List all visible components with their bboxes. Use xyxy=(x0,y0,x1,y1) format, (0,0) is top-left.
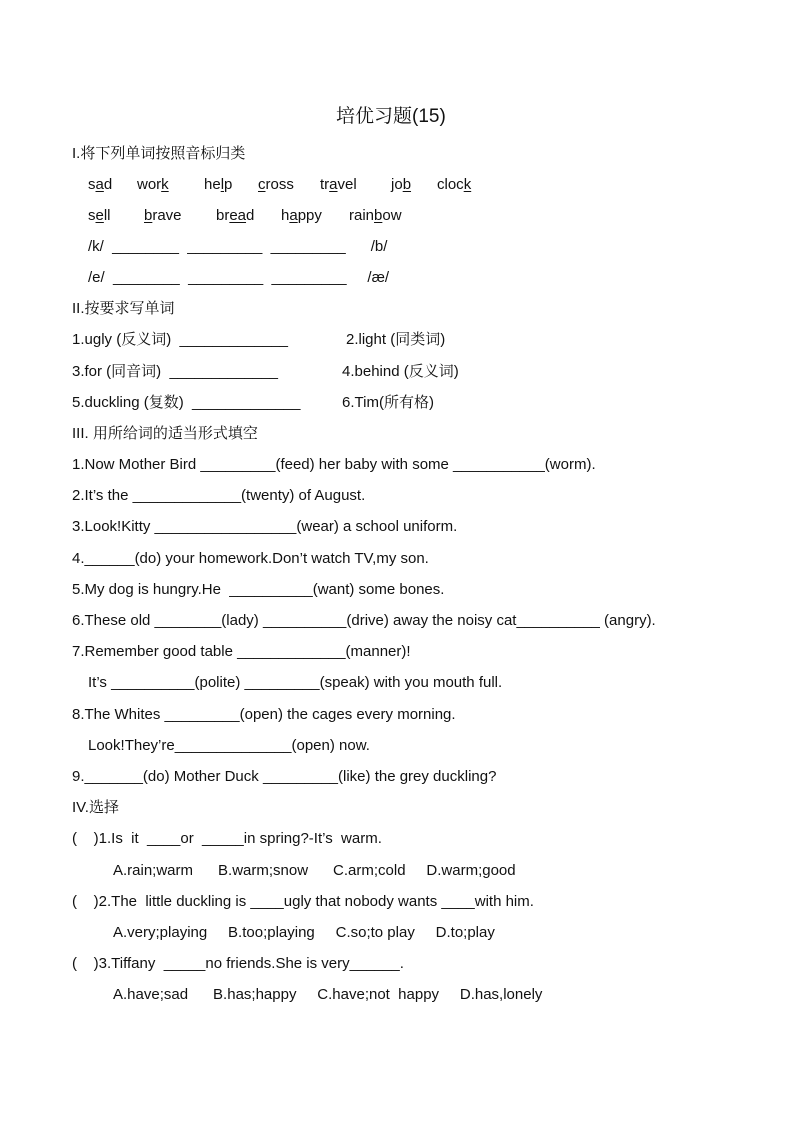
section-1-heading: I.将下列单词按照音标归类 xyxy=(72,145,246,162)
choice-options: A.have;sad B.has;happy C.have;not happy D.has,lonely xyxy=(113,986,543,1003)
phonics-word: bread xyxy=(216,207,255,224)
section-2-item: 3.for (同音词) _____________ xyxy=(72,363,278,380)
choice-options: A.rain;warm B.warm;snow C.arm;cold D.warm;good xyxy=(113,862,516,879)
section-2-item: 4.behind (反义词) xyxy=(342,363,459,380)
phonics-word: travel xyxy=(320,176,357,193)
fill-line: 8.The Whites _________(open) the cages every morning. xyxy=(72,706,456,723)
fill-line: 7.Remember good table _____________(manner)! xyxy=(72,643,411,660)
fill-line: It’s __________(polite) _________(speak) with you mouth full. xyxy=(88,674,503,691)
section-2-item: 2.light (同类词) xyxy=(346,331,446,348)
section-2-item: 1.ugly (反义词) _____________ xyxy=(72,331,288,348)
section-3-heading: III. 用所给词的适当形式填空 xyxy=(72,425,258,442)
phonetic-line-k: /k/ ________ _________ _________ /b/ xyxy=(88,238,388,255)
phonics-word: sad xyxy=(88,176,113,193)
fill-line: 9._______(do) Mother Duck _________(like) the grey duckling? xyxy=(72,768,497,785)
phonetic-line-e: /e/ ________ _________ _________ /æ/ xyxy=(88,269,390,286)
section-4-heading: IV.选择 xyxy=(72,799,119,816)
fill-line: 1.Now Mother Bird _________(feed) her baby with some ___________(worm). xyxy=(72,456,596,473)
phonics-word: sell xyxy=(88,207,111,224)
section-2-heading: II.按要求写单词 xyxy=(72,300,175,317)
fill-line: 6.These old ________(lady) __________(drive) away the noisy cat__________ (angry). xyxy=(72,612,656,629)
choice-question: ( )2.The little duckling is ____ugly that nobody wants ____with him. xyxy=(72,893,534,910)
phonics-word: cross xyxy=(258,176,294,193)
section-2-item: 5.duckling (复数) _____________ xyxy=(72,394,301,411)
fill-line: 2.It’s the _____________(twenty) of August. xyxy=(72,487,366,504)
fill-line: 3.Look!Kitty _________________(wear) a school uniform. xyxy=(72,518,458,535)
phonics-word: help xyxy=(204,176,233,193)
section-2-item: 6.Tim(所有格) xyxy=(342,394,434,411)
fill-line: Look!They’re______________(open) now. xyxy=(88,737,370,754)
phonics-word: job xyxy=(391,176,412,193)
choice-question: ( )1.Is it ____or _____in spring?-It’s warm. xyxy=(72,830,382,847)
phonics-word: rainbow xyxy=(349,207,402,224)
choice-question: ( )3.Tiffany _____no friends.She is very______. xyxy=(72,955,404,972)
choice-options: A.very;playing B.too;playing C.so;to play D.to;play xyxy=(113,924,495,941)
phonics-word: brave xyxy=(144,207,182,224)
phonics-word: work xyxy=(137,176,169,193)
fill-line: 5.My dog is hungry.He __________(want) some bones. xyxy=(72,581,445,598)
page-title: 培优习题(15) xyxy=(336,106,446,127)
phonics-word: happy xyxy=(281,207,322,224)
fill-line: 4.______(do) your homework.Don’t watch TV,my son. xyxy=(72,550,429,567)
phonics-word: clock xyxy=(437,176,472,193)
